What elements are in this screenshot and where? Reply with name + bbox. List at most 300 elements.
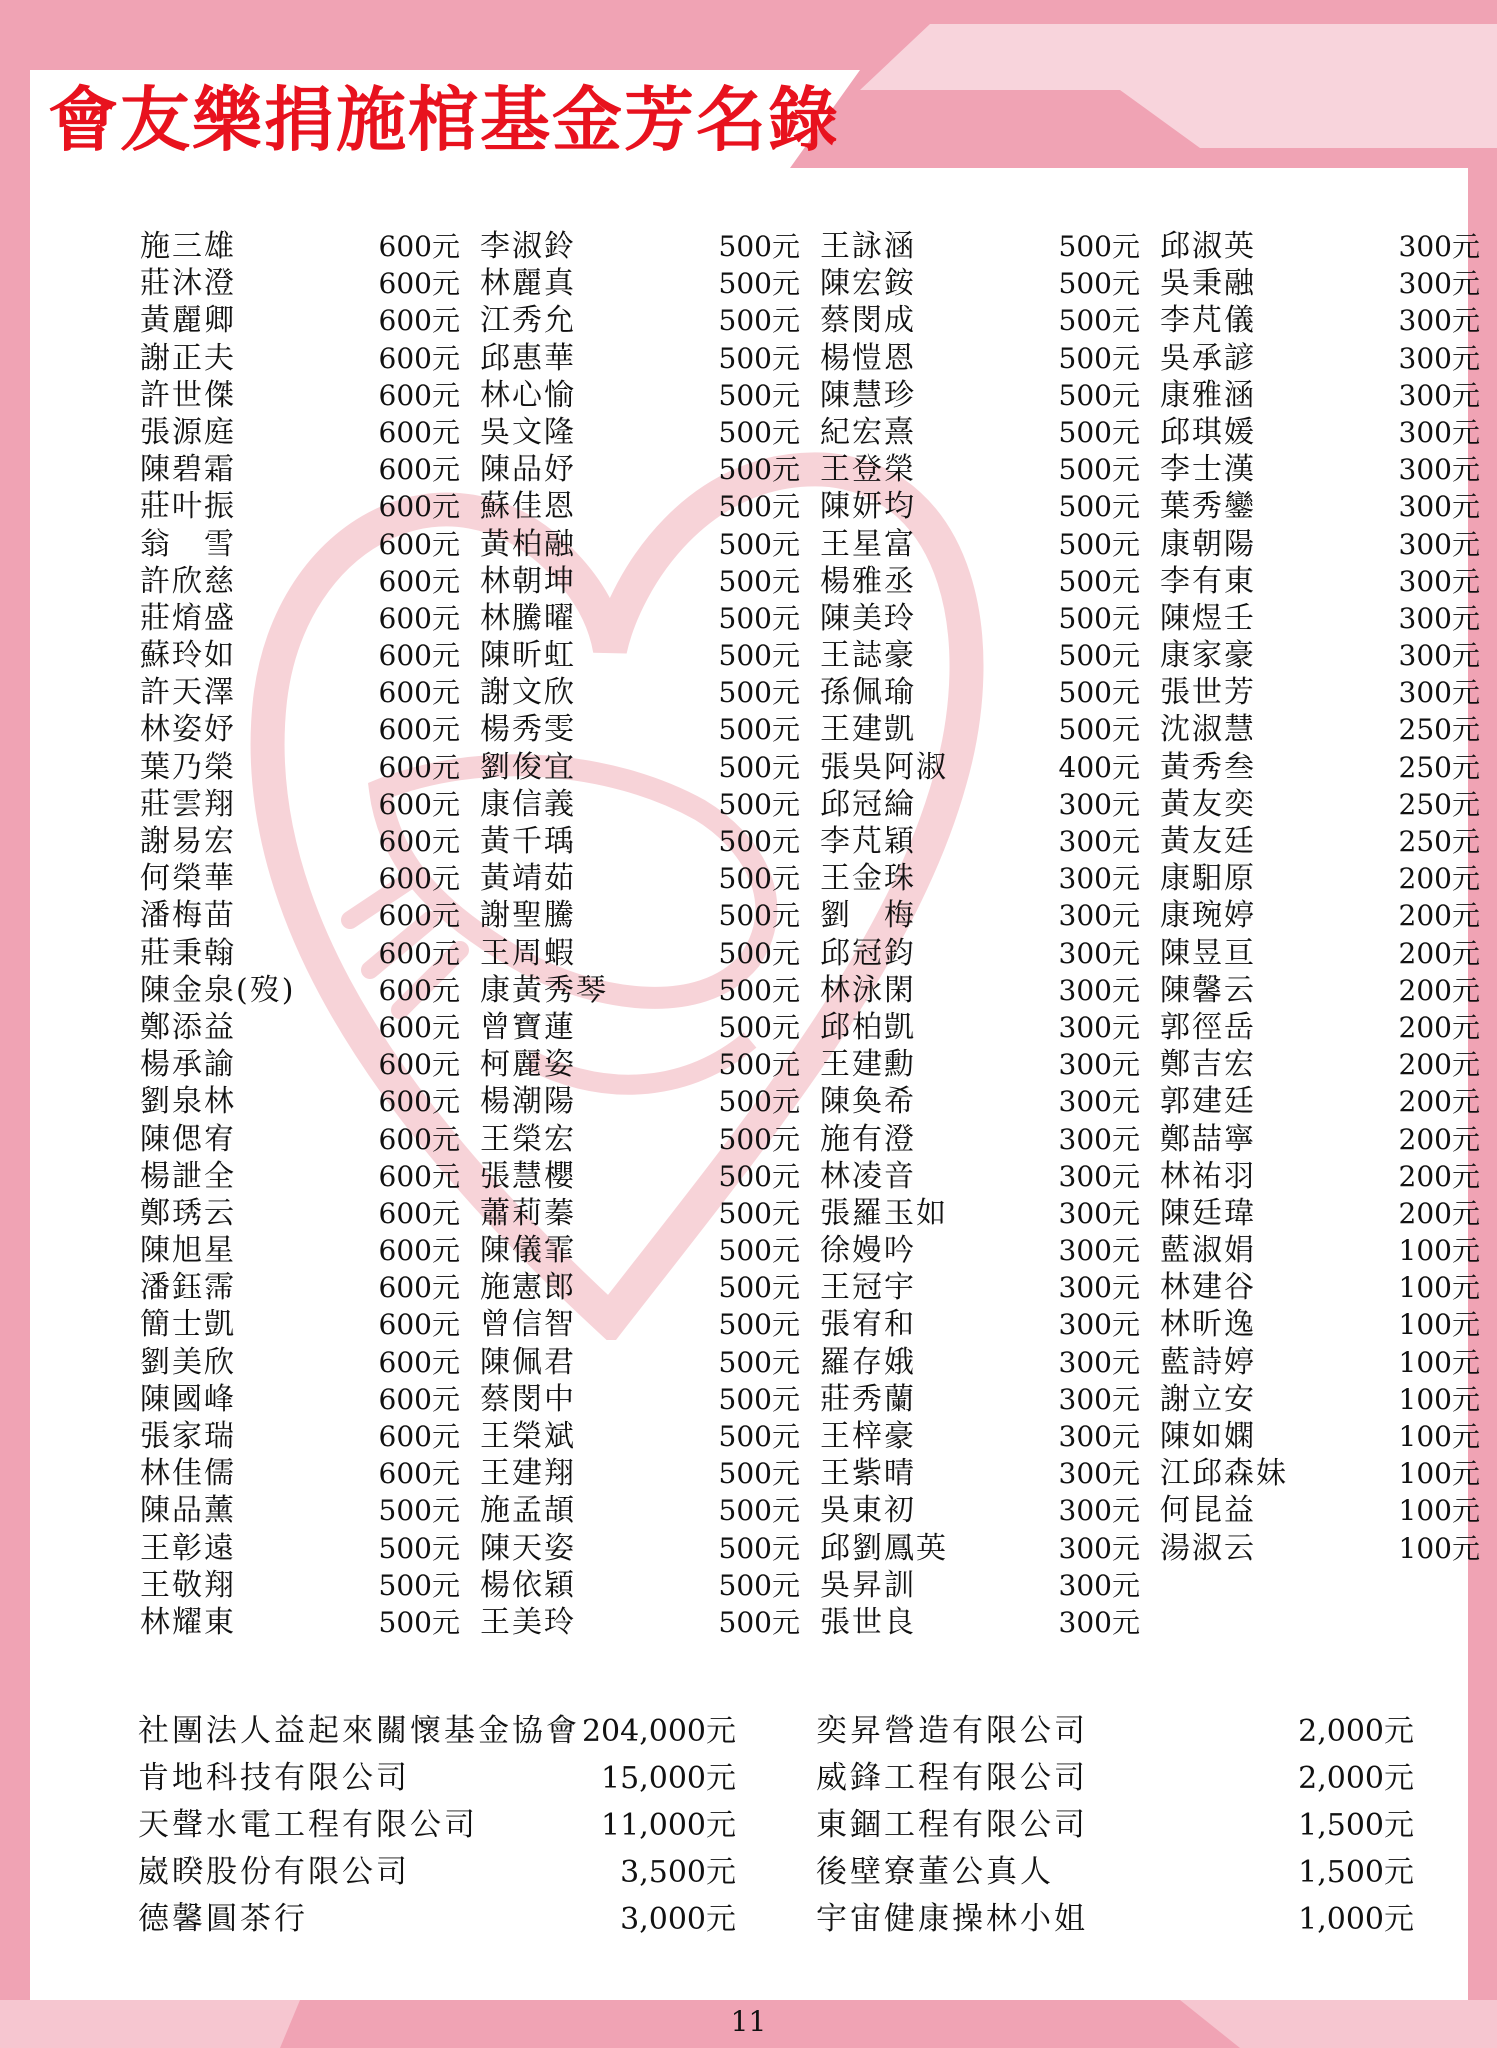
donation-amount: 100元 (1398, 1308, 1480, 1342)
donation-amount: 200元 (1398, 973, 1480, 1007)
donation-amount: 500元 (1058, 378, 1140, 412)
organization-list-right (816, 1708, 1414, 1943)
donor-name: 黃千瑀 (480, 824, 576, 859)
donation-amount: 500元 (718, 1420, 800, 1453)
donor-name: 陳奐希 (820, 1084, 916, 1120)
donor-row (480, 1195, 800, 1232)
donor-row (1160, 1083, 1480, 1120)
donor-row (820, 1344, 1140, 1381)
donor-row (140, 1046, 460, 1083)
donor-row (1160, 377, 1480, 414)
donor-name: 肯地科技有限公司 (138, 1760, 410, 1796)
donor-name: 翁 雪 (140, 526, 236, 562)
donor-name: 康馹原 (1160, 861, 1256, 897)
donation-amount: 500元 (718, 713, 800, 747)
donation-amount: 500元 (718, 1048, 800, 1082)
donation-amount: 500元 (378, 1568, 460, 1602)
donor-name: 邱冠鈞 (820, 935, 916, 971)
donor-name: 後壁寮董公真人 (816, 1854, 1054, 1890)
donor-name: 黃柏融 (480, 526, 576, 562)
donor-name: 莊焴盛 (140, 600, 236, 636)
donor-name: 莊沐澄 (140, 266, 236, 302)
donation-amount: 600元 (378, 1382, 460, 1416)
donor-name: 潘梅苗 (140, 898, 236, 934)
donor-name: 東錮工程有限公司 (816, 1807, 1088, 1843)
donation-amount: 600元 (378, 527, 460, 561)
donation-amount: 600元 (378, 899, 460, 933)
donation-amount: 500元 (718, 1085, 800, 1119)
donor-row (480, 711, 800, 748)
donor-name: 葉秀鑾 (1160, 489, 1256, 525)
donor-name: 施孟頡 (480, 1493, 576, 1529)
donor-name: 葉乃榮 (140, 749, 236, 785)
donation-amount: 600元 (378, 1345, 460, 1379)
donation-amount: 1,500元 (1298, 1808, 1414, 1843)
donor-name: 徐嫚吟 (820, 1233, 916, 1269)
donor-name: 莊秉翰 (140, 935, 236, 971)
donation-amount: 1,000元 (1298, 1902, 1414, 1937)
donor-name: 陳廷瑋 (1160, 1195, 1256, 1231)
donor-name: 威鋒工程有限公司 (816, 1760, 1088, 1796)
donor-row (140, 1195, 460, 1232)
donation-amount: 300元 (1398, 564, 1480, 598)
donor-row (1160, 1418, 1480, 1455)
donation-amount: 600元 (378, 564, 460, 598)
donor-row (480, 526, 800, 563)
donation-amount: 100元 (1398, 1420, 1480, 1453)
donor-name: 康朝陽 (1160, 526, 1256, 562)
donor-row (140, 1455, 460, 1492)
donation-amount: 200元 (1398, 1122, 1480, 1156)
donor-row (140, 1381, 460, 1418)
donor-name: 施三雄 (140, 229, 236, 264)
donation-amount: 300元 (1058, 1457, 1140, 1491)
donation-amount: 300元 (1398, 378, 1480, 412)
donation-amount: 500元 (718, 378, 800, 412)
donor-row (1160, 1121, 1480, 1158)
donation-amount: 100元 (1398, 1271, 1480, 1305)
donor-name: 藍詩婷 (1160, 1344, 1256, 1380)
donation-amount: 600元 (378, 676, 460, 710)
donation-amount: 100元 (1398, 1382, 1480, 1416)
donor-row (1160, 600, 1480, 637)
donor-name: 張家瑞 (140, 1419, 236, 1454)
donation-amount: 200元 (1398, 1085, 1480, 1119)
donor-row (480, 860, 800, 897)
donor-name: 潘鈺霈 (140, 1270, 236, 1306)
donor-name: 何昆益 (1160, 1493, 1256, 1529)
donor-name: 王彰遠 (140, 1530, 236, 1566)
donor-row (480, 1604, 800, 1641)
donor-name: 康家豪 (1160, 638, 1256, 674)
donation-amount: 500元 (1058, 304, 1140, 338)
donation-amount: 600元 (378, 1420, 460, 1453)
donor-name: 康琬婷 (1160, 898, 1256, 934)
donation-amount: 500元 (1058, 564, 1140, 598)
donation-amount: 300元 (1058, 1605, 1140, 1639)
organization-row (816, 1755, 1414, 1802)
donation-amount: 600元 (378, 825, 460, 858)
donor-row (140, 563, 460, 600)
donor-row (820, 600, 1140, 637)
donation-amount: 500元 (718, 341, 800, 375)
donor-row (140, 228, 460, 265)
donor-row (140, 1306, 460, 1343)
donation-amount: 500元 (378, 1605, 460, 1639)
donation-amount: 500元 (718, 453, 800, 487)
donation-amount: 500元 (1058, 527, 1140, 561)
donor-row (820, 1455, 1140, 1492)
donor-row (1160, 1269, 1480, 1306)
donor-name: 王詠涵 (820, 229, 916, 264)
donation-amount: 500元 (1058, 676, 1140, 710)
donor-row (1160, 1381, 1480, 1418)
donor-row (820, 414, 1140, 451)
donation-amount: 300元 (1058, 1494, 1140, 1528)
donor-name: 吳昇訓 (820, 1567, 916, 1603)
donation-amount: 300元 (1398, 341, 1480, 375)
donor-name: 林凌音 (820, 1158, 916, 1194)
donation-amount: 300元 (1058, 1568, 1140, 1602)
donor-row (820, 897, 1140, 934)
donation-amount: 3,000元 (620, 1902, 736, 1937)
donor-name: 施有澄 (820, 1121, 916, 1157)
donor-name: 邱淑英 (1160, 229, 1256, 264)
donor-name: 李芃穎 (820, 824, 916, 859)
donation-amount: 500元 (1058, 415, 1140, 449)
donation-amount: 250元 (1398, 750, 1480, 784)
donor-name: 黃麗卿 (140, 303, 236, 339)
donor-row (140, 1418, 460, 1455)
donation-amount: 600元 (378, 415, 460, 449)
donor-row (480, 1158, 800, 1195)
donation-amount: 300元 (1058, 1308, 1140, 1342)
donor-name: 奕昇營造有限公司 (816, 1713, 1088, 1749)
donor-row (820, 1046, 1140, 1083)
donation-amount: 600元 (378, 750, 460, 784)
donation-amount: 500元 (718, 973, 800, 1007)
donation-amount: 500元 (378, 1494, 460, 1528)
donation-amount: 600元 (378, 862, 460, 896)
donor-row (1160, 935, 1480, 972)
donation-amount: 500元 (378, 1531, 460, 1565)
donor-row (1160, 526, 1480, 563)
donor-name: 邱劉鳳英 (820, 1530, 948, 1566)
donation-amount: 500元 (718, 1605, 800, 1639)
donor-name: 簡士凱 (140, 1307, 236, 1343)
donation-amount: 100元 (1398, 1234, 1480, 1268)
donor-name: 王星富 (820, 526, 916, 562)
donation-amount: 300元 (1058, 1085, 1140, 1119)
donor-name: 王紫晴 (820, 1456, 916, 1492)
donor-name: 張吳阿淑 (820, 749, 948, 785)
donor-row (1160, 1530, 1480, 1567)
donor-row (820, 823, 1140, 860)
donor-name: 林建谷 (1160, 1270, 1256, 1306)
donor-row (480, 1344, 800, 1381)
donor-row (820, 972, 1140, 1009)
donor-name: 宇宙健康操林小姐 (816, 1901, 1088, 1937)
donor-name: 王榮斌 (480, 1419, 576, 1454)
donor-name: 王建翔 (480, 1456, 576, 1492)
donation-amount: 600元 (378, 378, 460, 412)
donation-amount: 11,000元 (601, 1808, 736, 1843)
donor-column-2 (480, 228, 800, 1641)
donor-row (1160, 637, 1480, 674)
donation-amount: 500元 (1058, 230, 1140, 263)
donor-name: 陳碧霜 (140, 452, 236, 488)
donor-name: 蘇佳恩 (480, 489, 576, 525)
donor-name: 鄭喆寧 (1160, 1121, 1256, 1157)
donor-row (140, 1344, 460, 1381)
donor-row (1160, 860, 1480, 897)
donation-amount: 500元 (1058, 453, 1140, 487)
donor-row (820, 935, 1140, 972)
donation-amount: 600元 (378, 1308, 460, 1342)
donation-amount: 300元 (1058, 1420, 1140, 1453)
donor-name: 陳慧珍 (820, 377, 916, 413)
donor-row (480, 749, 800, 786)
donor-row (1160, 414, 1480, 451)
organization-row (816, 1849, 1414, 1896)
donor-row (140, 600, 460, 637)
donor-row (1160, 265, 1480, 302)
donor-row (140, 1009, 460, 1046)
donation-amount: 600元 (378, 713, 460, 747)
donor-row (820, 488, 1140, 525)
donor-name: 邱惠華 (480, 340, 576, 376)
donation-amount: 500元 (718, 1271, 800, 1305)
donor-name: 許欣慈 (140, 563, 236, 599)
donor-name: 莊秀蘭 (820, 1381, 916, 1417)
donation-amount: 300元 (1398, 601, 1480, 635)
donor-row (140, 526, 460, 563)
organization-row (816, 1708, 1414, 1755)
donor-row (480, 340, 800, 377)
donor-name: 邱柏凱 (820, 1009, 916, 1045)
donor-row (820, 563, 1140, 600)
donation-amount: 300元 (1058, 1234, 1140, 1268)
donor-name: 李士漢 (1160, 452, 1256, 488)
donor-row (140, 1567, 460, 1604)
donor-row (480, 563, 800, 600)
donation-amount: 600元 (378, 490, 460, 524)
donation-amount: 300元 (1058, 862, 1140, 896)
donor-row (480, 600, 800, 637)
donation-amount: 500元 (1058, 341, 1140, 375)
donor-row (480, 302, 800, 339)
donor-name: 劉 梅 (820, 898, 916, 934)
donor-name: 吳文隆 (480, 414, 576, 450)
donor-row (480, 935, 800, 972)
donor-column-1 (140, 228, 460, 1641)
donor-row (140, 1158, 460, 1195)
donation-amount: 500元 (718, 267, 800, 301)
donor-name: 劉俊宜 (480, 749, 576, 785)
organization-list-left (138, 1708, 736, 1943)
donor-name: 鄭添益 (140, 1009, 236, 1045)
donor-name: 林姿妤 (140, 712, 236, 748)
donor-row (140, 451, 460, 488)
donor-name: 陳煜壬 (1160, 600, 1256, 636)
donor-name: 曾信智 (480, 1307, 576, 1343)
donor-name: 陳佩君 (480, 1344, 576, 1380)
donor-name: 林騰曜 (480, 600, 576, 636)
donor-name: 孫佩瑜 (820, 675, 916, 711)
donation-amount: 600元 (378, 1085, 460, 1119)
donor-name: 王梓豪 (820, 1419, 916, 1454)
donor-name: 王冠宇 (820, 1270, 916, 1306)
donor-row (820, 1232, 1140, 1269)
donor-row (1160, 1046, 1480, 1083)
donor-row (1160, 302, 1480, 339)
donation-amount: 600元 (378, 230, 460, 263)
donor-row (140, 860, 460, 897)
donor-name: 黃靖茹 (480, 861, 576, 897)
donation-amount: 500元 (718, 564, 800, 598)
donor-name: 王榮宏 (480, 1121, 576, 1157)
donor-row (1160, 340, 1480, 377)
donation-amount: 15,000元 (601, 1761, 736, 1796)
donor-row (1160, 228, 1480, 265)
donor-row (480, 1418, 800, 1455)
donor-row (820, 1083, 1140, 1120)
donation-amount: 204,000元 (581, 1714, 736, 1749)
donation-amount: 600元 (378, 1234, 460, 1268)
donor-row (820, 1158, 1140, 1195)
donor-name: 楊依穎 (480, 1567, 576, 1603)
donor-row (820, 749, 1140, 786)
page-number: 11 (730, 2005, 767, 2038)
donor-name: 林昕逸 (1160, 1307, 1256, 1343)
donor-row (820, 1567, 1140, 1604)
donor-row (820, 1530, 1140, 1567)
donor-row (1160, 563, 1480, 600)
donation-amount: 300元 (1398, 230, 1480, 263)
donation-amount: 100元 (1398, 1457, 1480, 1491)
donor-row (1160, 1306, 1480, 1343)
donor-name: 莊叶振 (140, 489, 236, 525)
donation-amount: 600元 (378, 1271, 460, 1305)
organization-row (138, 1802, 736, 1849)
donor-row (480, 637, 800, 674)
donation-amount: 600元 (378, 601, 460, 635)
donor-row (140, 1269, 460, 1306)
donor-row (480, 1083, 800, 1120)
donor-row (480, 674, 800, 711)
donation-amount: 600元 (378, 1196, 460, 1230)
donation-amount: 300元 (1058, 1159, 1140, 1193)
donor-row (1160, 749, 1480, 786)
donor-name: 黃秀叁 (1160, 749, 1256, 785)
donation-amount: 300元 (1398, 639, 1480, 673)
donation-amount: 600元 (378, 267, 460, 301)
donation-amount: 250元 (1398, 825, 1480, 858)
donor-name: 謝立安 (1160, 1381, 1256, 1417)
donor-name: 張慧櫻 (480, 1158, 576, 1194)
donation-amount: 600元 (378, 1010, 460, 1044)
donor-row (1160, 972, 1480, 1009)
donation-amount: 400元 (1058, 750, 1140, 784)
donor-name: 李有東 (1160, 563, 1256, 599)
donor-row (820, 711, 1140, 748)
donor-row (1160, 1158, 1480, 1195)
donor-name: 陳品妤 (480, 452, 576, 488)
donor-name: 吳承諺 (1160, 340, 1256, 376)
donation-amount: 600元 (378, 341, 460, 375)
donation-amount: 300元 (1058, 1122, 1140, 1156)
donor-name: 林祐羽 (1160, 1158, 1256, 1194)
donor-name: 紀宏熹 (820, 414, 916, 450)
donor-row (140, 786, 460, 823)
donor-row (140, 1530, 460, 1567)
donor-name: 陳品薰 (140, 1493, 236, 1529)
donor-name: 黃友廷 (1160, 824, 1256, 859)
donor-name: 林佳儒 (140, 1456, 236, 1492)
donor-name: 江邱森妹 (1160, 1456, 1288, 1492)
organization-row (816, 1896, 1414, 1943)
donation-amount: 500元 (718, 1308, 800, 1342)
donor-row (820, 1121, 1140, 1158)
donor-row (820, 1009, 1140, 1046)
donor-name: 陳天姿 (480, 1530, 576, 1566)
organization-row (138, 1755, 736, 1802)
donation-amount: 500元 (718, 1568, 800, 1602)
donor-name: 王誌豪 (820, 638, 916, 674)
donor-name: 陳昱亘 (1160, 935, 1256, 971)
donation-amount: 600元 (378, 787, 460, 821)
donor-name: 施憲郎 (480, 1270, 576, 1306)
donor-row (820, 228, 1140, 265)
donor-row (140, 1121, 460, 1158)
donor-row (480, 1381, 800, 1418)
donor-row (480, 1455, 800, 1492)
donation-amount: 300元 (1058, 1382, 1140, 1416)
donor-row (140, 897, 460, 934)
organization-row (138, 1849, 736, 1896)
donation-amount: 200元 (1398, 1196, 1480, 1230)
donation-amount: 500元 (718, 862, 800, 896)
donor-row (820, 1381, 1140, 1418)
donation-amount: 300元 (1058, 1048, 1140, 1082)
page-title: 會友樂捐施棺基金芳名錄 (48, 78, 840, 161)
donor-name: 黃友奕 (1160, 786, 1256, 822)
donation-amount: 300元 (1058, 1271, 1140, 1305)
donation-amount: 300元 (1398, 527, 1480, 561)
donor-name: 謝易宏 (140, 824, 236, 859)
donation-amount: 600元 (378, 304, 460, 338)
donor-column-3 (820, 228, 1140, 1641)
donor-row (140, 1492, 460, 1529)
donation-amount: 1,500元 (1298, 1855, 1414, 1890)
donor-name: 陳美玲 (820, 600, 916, 636)
donor-row (820, 860, 1140, 897)
donor-name: 蘇玲如 (140, 638, 236, 674)
donor-row (820, 302, 1140, 339)
donor-row (480, 786, 800, 823)
donor-row (480, 1269, 800, 1306)
donor-name: 謝聖騰 (480, 898, 576, 934)
donor-row (820, 377, 1140, 414)
donor-row (820, 1269, 1140, 1306)
donation-amount: 200元 (1398, 1159, 1480, 1193)
donor-row (820, 1604, 1140, 1641)
donation-amount: 500元 (718, 1531, 800, 1565)
donor-name: 崴睽股份有限公司 (138, 1854, 410, 1890)
donation-amount: 500元 (718, 490, 800, 524)
donor-row (480, 1232, 800, 1269)
donation-amount: 300元 (1058, 899, 1140, 933)
